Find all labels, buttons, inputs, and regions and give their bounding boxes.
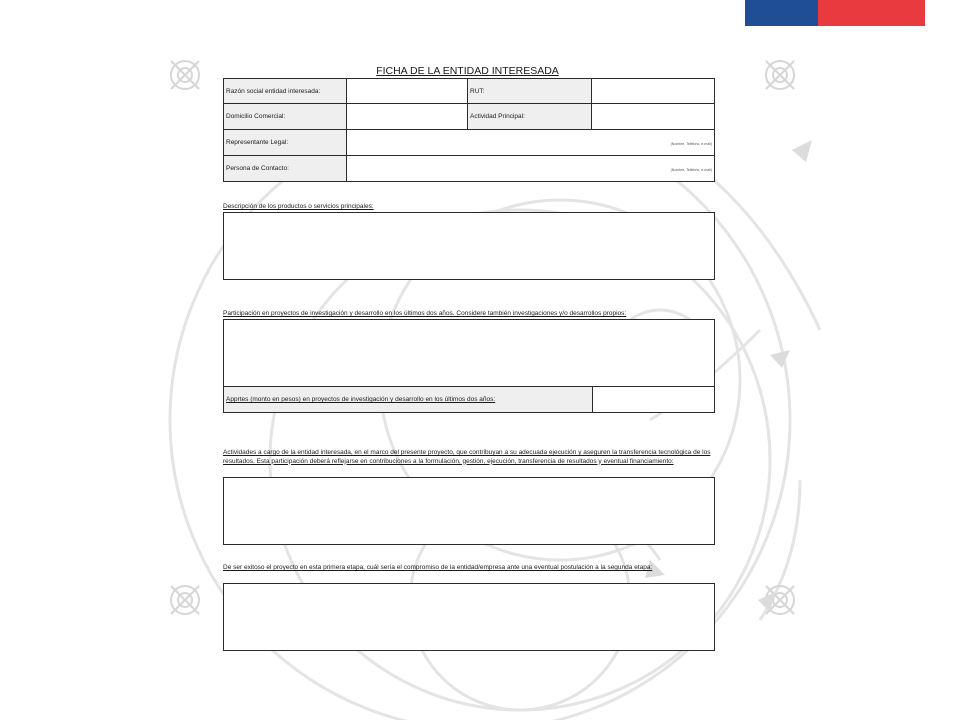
descripcion-textarea[interactable] xyxy=(223,212,715,280)
razon-social-label: Razón social entidad interesada: xyxy=(223,78,347,104)
domicilio-field[interactable] xyxy=(346,103,468,130)
rut-field[interactable] xyxy=(591,78,715,104)
representante-field[interactable] xyxy=(346,129,715,156)
aportes-field[interactable] xyxy=(592,386,715,413)
form-title: FICHA DE LA ENTIDAD INTERESADA xyxy=(376,65,559,77)
compromiso-label: De ser exitoso el proyecto en esta primera etapa, cuál sería el compromiso de la entidad/empresa ante una eventual postulación a la segunda etapa: xyxy=(223,564,653,571)
domicilio-label: Domicilio Comercial: xyxy=(223,103,347,130)
participacion-label: Participación en proyectos de investigación y desarrollo en los últimos dos años. Considere también investigaciones y/o desarrollos propios: xyxy=(223,310,627,317)
rut-label: RUT: xyxy=(467,78,592,104)
actividades-label: Actividades a cargo de la entidad interesada, en el marco del presente proyecto, que contribuyan a su adecuada ejecución y aseguren la transferencia tecnológica de los resultados. Esta participación deberá reflejarse en contribuciones a la formulación, gestión, ejecución, transferencia de resultados y eventual financiamiento: xyxy=(223,449,711,465)
actividades-textarea[interactable] xyxy=(223,477,715,545)
contacto-hint: (Nombre, Teléfono, e-mail) xyxy=(670,168,712,172)
participacion-textarea[interactable] xyxy=(223,319,715,387)
compromiso-textarea[interactable] xyxy=(223,583,715,651)
actividad-field[interactable] xyxy=(591,103,715,130)
contacto-field[interactable] xyxy=(346,155,715,182)
razon-social-field[interactable] xyxy=(346,78,468,104)
contacto-label: Persona de Contacto: xyxy=(223,155,347,182)
representante-label: Representante Legal: xyxy=(223,129,347,156)
descripcion-label: Descripción de los productos o servicios principales: xyxy=(223,203,374,210)
aportes-label: Apprtes (monto en pesos) en proyectos de investigación y desarrollo en los últimos dos años: xyxy=(223,386,593,413)
actividad-label: Actividad Principal: xyxy=(467,103,592,130)
representante-hint: (Nombre, Teléfono, e-mail) xyxy=(670,142,712,146)
